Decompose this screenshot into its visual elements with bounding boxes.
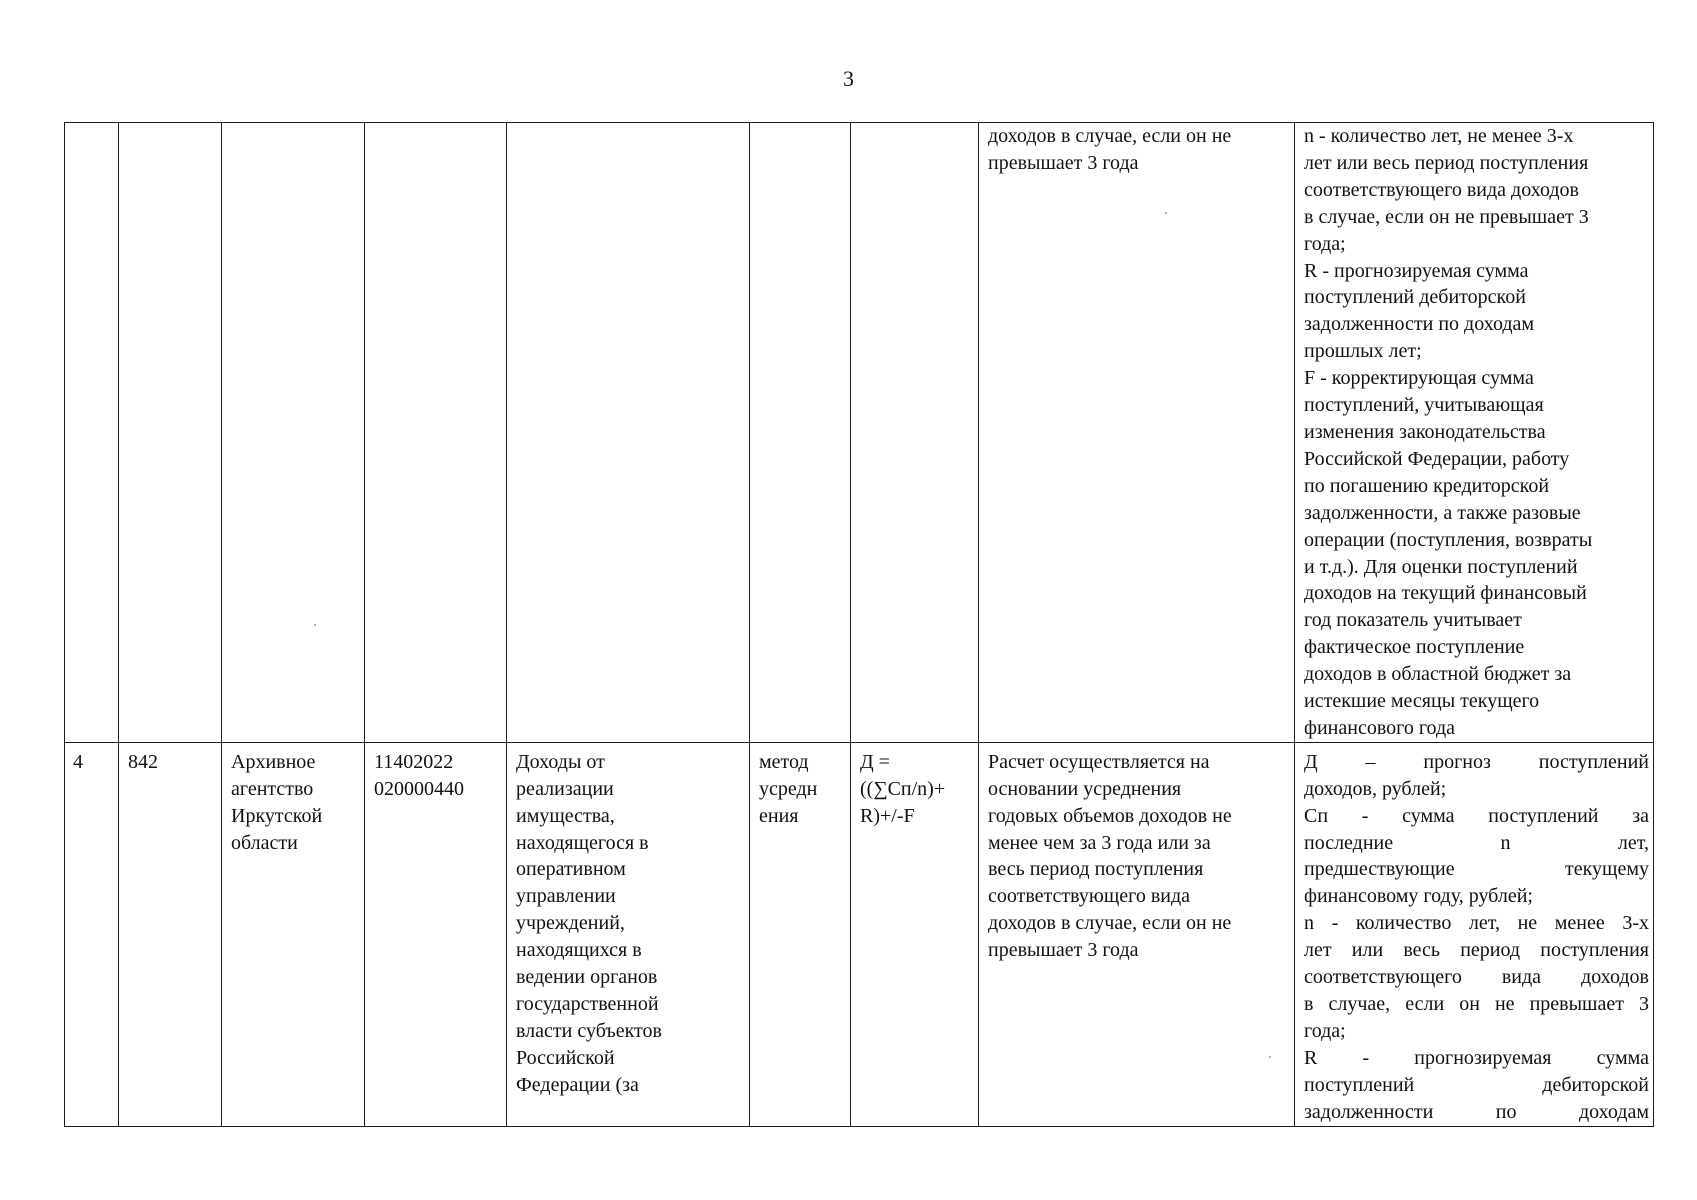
row-number: 4 <box>73 750 83 773</box>
cell-text-line: Архивное <box>231 750 316 773</box>
cell-text-line: F - корректирующая сумма <box>1304 367 1534 390</box>
income-name-cell <box>507 742 750 1126</box>
cell-text-line: последние n лет, <box>1304 831 1649 854</box>
income-name-cell <box>507 123 750 743</box>
cell-text-line: усредн <box>759 777 818 800</box>
page-number: 3 <box>843 66 854 91</box>
cell-text-line: агентство <box>231 777 314 800</box>
cell-text-line: реализации <box>516 777 614 800</box>
cell-text-line: Расчет осуществляется на <box>988 750 1210 773</box>
scan-artifact <box>1165 212 1167 214</box>
cell-text-line: Российской <box>516 1046 615 1069</box>
cell-text-line: доходов в случае, если он не <box>988 125 1232 147</box>
cell-text-line: и т.д.). Для оценки поступлений <box>1304 555 1578 578</box>
cell-text-line: Д = <box>860 750 890 773</box>
scan-artifact <box>314 624 316 626</box>
cell-text-line: R)+/-F <box>860 804 915 827</box>
indicators-description-cell <box>1295 123 1654 743</box>
cell-text-line: Иркутской <box>231 804 323 827</box>
cell-text-line: доходов в случае, если он не <box>988 912 1232 935</box>
row-number-cell <box>65 123 119 743</box>
cell-text-line: власти субъектов <box>516 1019 662 1042</box>
cell-text-line: R - прогнозируемая сумма <box>1304 259 1529 282</box>
cell-text-line: находящихся в <box>516 939 642 962</box>
cell-text-line: менее чем за 3 года или за <box>988 831 1211 854</box>
cell-text-line: области <box>231 831 298 854</box>
indicators-description-cell <box>1295 742 1654 1126</box>
cell-text-line: Сп - сумма поступлений за <box>1304 804 1649 827</box>
cell-text-line: находящегося в <box>516 831 649 854</box>
table-row-continuation <box>65 123 1654 743</box>
cell-text-line: поступлений, учитывающая <box>1304 394 1544 417</box>
cell-text-line: фактическое поступление <box>1304 636 1525 659</box>
kbk-code-cell <box>365 123 507 743</box>
cell-text-line: соответствующего вида <box>988 885 1191 908</box>
administrator-name-cell <box>222 742 365 1126</box>
cell-text-line: основании усреднения <box>988 777 1182 800</box>
admin-code: 842 <box>128 750 158 773</box>
cell-text-line: превышает 3 года <box>988 939 1139 962</box>
kbk-code-cell <box>365 742 507 1126</box>
cell-text-line: лет или весь период поступления <box>1304 151 1589 174</box>
formula-cell <box>851 742 979 1126</box>
cell-text-line: оперативном <box>516 858 626 881</box>
admin-code-cell <box>119 742 222 1126</box>
cell-text-line: учреждений, <box>516 912 625 935</box>
cell-text-line: года; <box>1304 232 1346 255</box>
cell-text-line: весь период поступления <box>988 858 1204 881</box>
cell-text-line: метод <box>759 750 809 773</box>
cell-text-line: в случае, если он не превышает 3 <box>1304 993 1649 1015</box>
cell-text-line: n - количество лет, не менее 3-х <box>1304 912 1649 935</box>
cell-text-line: доходов на текущий финансовый <box>1304 582 1587 605</box>
cell-text-line: ((∑Сп/n)+ <box>860 777 946 800</box>
method-cell <box>750 123 851 743</box>
cell-text-line: прошлых лет; <box>1304 340 1422 363</box>
administrator-name-cell <box>222 123 365 743</box>
admin-code-cell <box>119 123 222 743</box>
cell-text-line: финансовому году, рублей; <box>1304 885 1533 908</box>
cell-text-line: истекшие месяцы текущего <box>1304 690 1540 713</box>
calculation-basis-cell <box>979 123 1295 743</box>
cell-text-line: 020000440 <box>374 777 464 800</box>
cell-text-line: доходов в областной бюджет за <box>1304 663 1572 686</box>
cell-text-line: задолженности по доходам <box>1304 313 1535 336</box>
cell-text-line: Российской Федерации, работу <box>1304 447 1570 470</box>
cell-text-line: поступлений дебиторской <box>1304 286 1526 309</box>
cell-text-line: соответствующего вида доходов <box>1304 178 1579 201</box>
cell-text-line: изменения законодательства <box>1304 420 1546 443</box>
formula-cell <box>851 123 979 743</box>
cell-text-line: годовых объемов доходов не <box>988 804 1232 827</box>
cell-text-line: ведении органов <box>516 966 658 989</box>
row-number-cell <box>65 742 119 1126</box>
scan-artifact <box>1269 1056 1271 1058</box>
calculation-basis-cell <box>979 742 1295 1126</box>
cell-text-line: Доходы от <box>516 750 605 773</box>
cell-text-line: задолженности, а также разовые <box>1304 501 1581 524</box>
cell-text-line: задолженности по доходам <box>1304 1100 1649 1123</box>
cell-text-line: в случае, если он не превышает 3 <box>1304 205 1589 228</box>
cell-text-line: превышает 3 года <box>988 151 1139 174</box>
cell-text-line: лет или весь период поступления <box>1304 939 1649 962</box>
cell-text-line: n - количество лет, не менее 3-х <box>1304 125 1574 147</box>
cell-text-line: R - прогнозируемая сумма <box>1304 1046 1649 1069</box>
cell-text-line: года; <box>1304 1019 1346 1042</box>
table-row-4 <box>65 742 1654 1126</box>
method-cell <box>750 742 851 1126</box>
cell-text-line: Федерации (за <box>516 1073 639 1096</box>
cell-text-line: по погашению кредиторской <box>1304 474 1550 497</box>
cell-text-line: доходов, рублей; <box>1304 777 1447 800</box>
cell-text-line: поступлений дебиторской <box>1304 1073 1649 1096</box>
cell-text-line: операции (поступления, возвраты <box>1304 528 1593 551</box>
cell-text-line: государственной <box>516 993 659 1015</box>
cell-text-line: имущества, <box>516 804 615 827</box>
cell-text-line: финансового года <box>1304 716 1456 739</box>
cell-text-line: предшествующие текущему <box>1304 858 1649 881</box>
cell-text-line: год показатель учитывает <box>1304 609 1522 632</box>
cell-text-line: соответствующего вида доходов <box>1304 966 1649 989</box>
cell-text-line: ения <box>759 804 799 827</box>
cell-text-line: Д – прогноз поступлений <box>1304 750 1649 773</box>
cell-text-line: управлении <box>516 885 616 908</box>
cell-text-line: 11402022 <box>374 750 454 773</box>
revenue-methodology-table <box>64 122 1654 1127</box>
